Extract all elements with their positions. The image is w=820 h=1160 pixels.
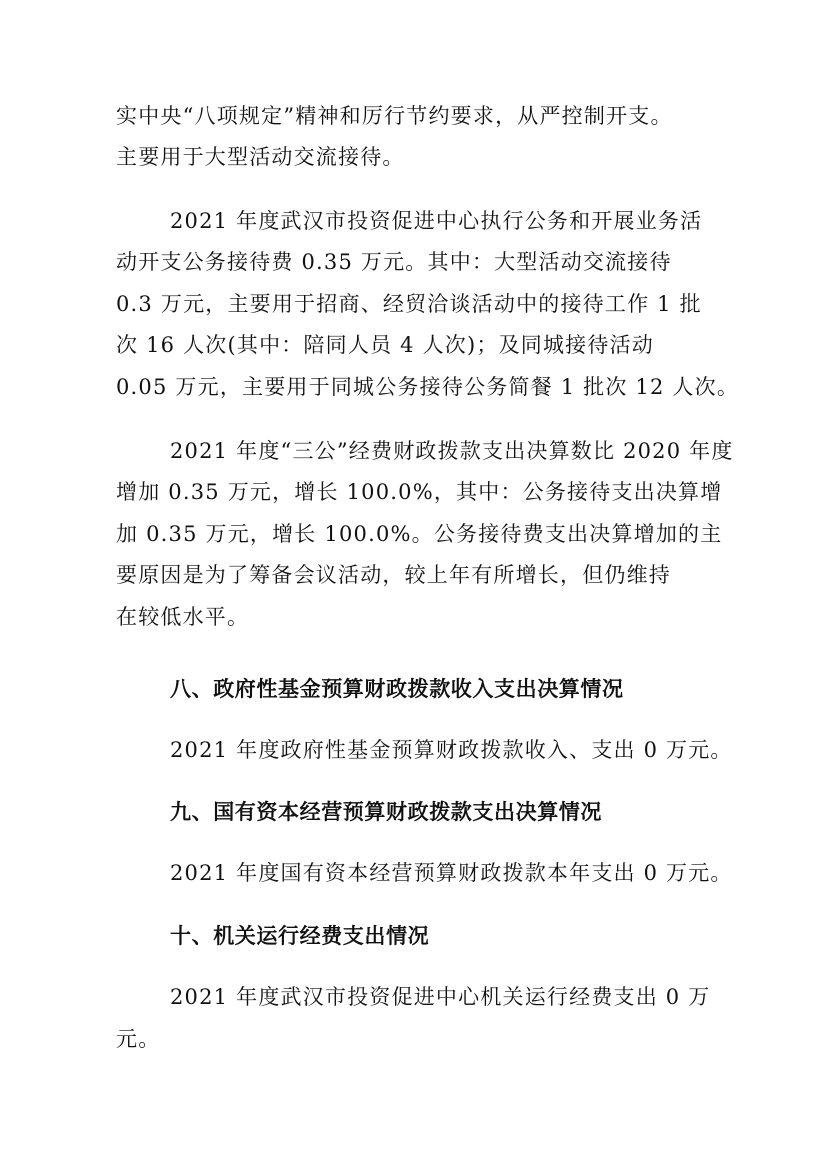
comparison-line-4: 要原因是为了筹备会议活动，较上年有所增长，但仍维持 [116, 563, 671, 587]
intro-line-2: 主要用于大型活动交流接待。 [116, 145, 405, 169]
section-9-heading: 九、国有资本经营预算财政拨款支出决算情况 [170, 800, 602, 824]
comparison-line-3: 加 0.35 万元，增长 100.0%。公务接待费支出决算增加的主 [116, 522, 723, 546]
section-8-body: 2021 年度政府性基金预算财政拨款收入、支出 0 万元。 [170, 738, 733, 762]
comparison-line-5: 在较低水平。 [116, 605, 250, 629]
section-10-body-line-2: 元。 [116, 1027, 161, 1051]
reception-line-2: 动开支公务接待费 0.35 万元。其中：大型活动交流接待 [116, 250, 672, 274]
reception-line-3: 0.3 万元，主要用于招商、经贸洽谈活动中的接待工作 1 批 [116, 292, 702, 316]
intro-line-1: 实中央“八项规定”精神和厉行节约要求，从严控制开支。 [116, 104, 673, 128]
reception-line-5: 0.05 万元，主要用于同城公务接待公务简餐 1 批次 12 人次。 [116, 375, 740, 399]
comparison-line-2: 增加 0.35 万元，增长 100.0%，其中：公务接待支出决算增 [116, 480, 723, 504]
section-10-heading: 十、机关运行经费支出情况 [170, 924, 430, 948]
section-9-body: 2021 年度国有资本经营预算财政拨款本年支出 0 万元。 [170, 861, 733, 885]
section-8-heading: 八、政府性基金预算财政拨款收入支出决算情况 [170, 677, 624, 701]
reception-line-4: 次 16 人次(其中：陪同人员 4 人次)；及同城接待活动 [116, 333, 654, 357]
comparison-line-1: 2021 年度“三公”经费财政拨款支出决算数比 2020 年度 [170, 439, 734, 463]
reception-line-1: 2021 年度武汉市投资促进中心执行公务和开展业务活 [170, 209, 703, 233]
section-10-body-line-1: 2021 年度武汉市投资促进中心机关运行经费支出 0 万 [170, 985, 711, 1009]
